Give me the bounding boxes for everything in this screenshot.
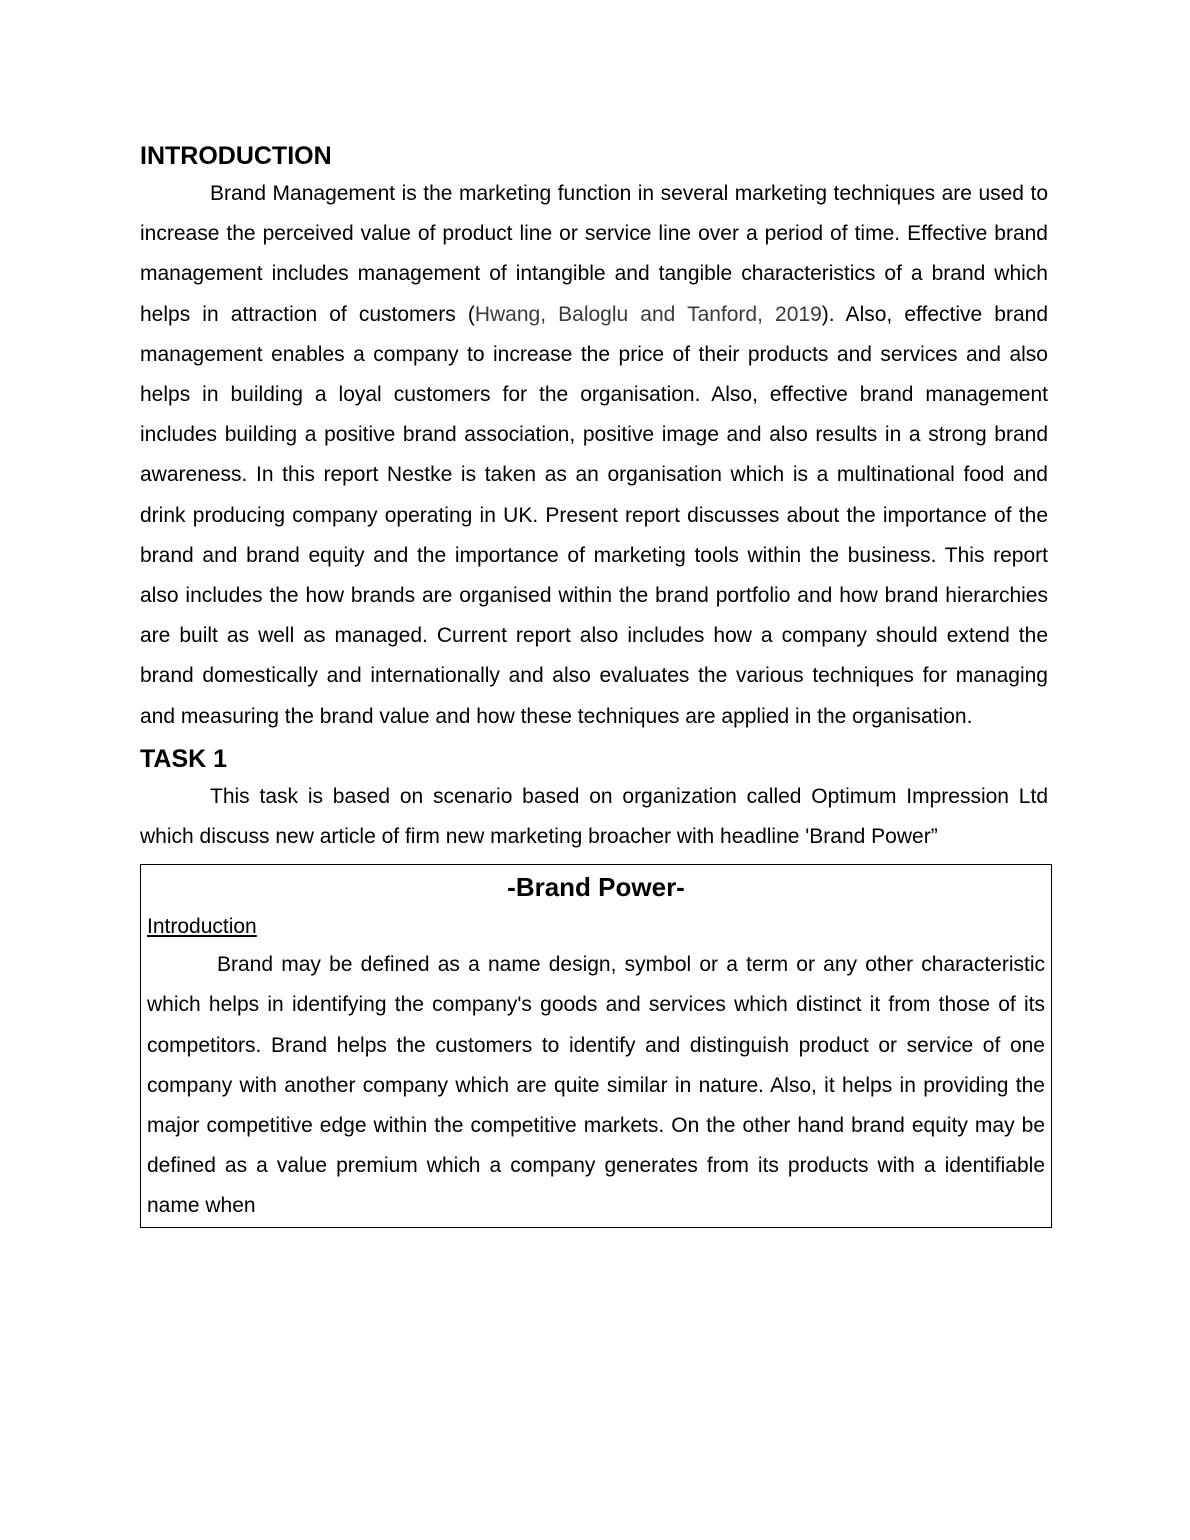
introduction-text-part1: Brand Management is the marketing function in several marketing techniques are used to increase the perceived value of product line or service line over a period of time. Effective brand management includes management of intangible and tangible characteristics of a brand which helps in attraction of customers ( xyxy=(140,182,1048,326)
box-introduction-subheading: Introduction xyxy=(147,915,257,939)
brand-power-box xyxy=(140,864,1052,1228)
introduction-heading: INTRODUCTION xyxy=(140,142,332,170)
document-page xyxy=(140,138,1048,1228)
introduction-text-part2: ). Also, effective brand management enables a company to increase the price of their products and services and also helps in building a loyal customers for the organisation. Also, effective brand management includes building a positive brand association, positive image and also results in a strong brand awareness. In this report Nestke is taken as an organisation which is a multinational food and drink producing company operating in UK. Present report discusses about the importance of the brand and brand equity and the importance of marketing tools within the business. This report also includes the how brands are organised within the brand portfolio and how brand hierarchies are built as well as managed. Current report also includes how a company should extend the brand domestically and internationally and also evaluates the various techniques for managing and measuring the brand value and how these techniques are applied in the organisation. xyxy=(140,302,1048,728)
introduction-paragraph xyxy=(140,174,1048,737)
task1-paragraph: This task is based on scenario based on organization called Optimum Impression Ltd which discuss new article of firm new marketing broacher with headline 'Brand Power” xyxy=(140,784,1048,849)
brand-power-title: -Brand Power- xyxy=(507,872,685,903)
box-paragraph: Brand may be defined as a name design, symbol or a term or any other characteristic which helps in identifying the company's goods and services which distinct it from those of its competitors. Brand helps the customers to identify and distinguish product or service of one company with another company which are quite similar in nature. Also, it helps in providing the major competitive edge within the competitive markets. On the other hand brand equity may be defined as a value premium which a company generates from its products with a identifiable name when xyxy=(147,953,1045,1218)
task1-heading: TASK 1 xyxy=(140,744,228,773)
citation: Hwang, Baloglu and Tanford, 2019 xyxy=(474,302,822,326)
